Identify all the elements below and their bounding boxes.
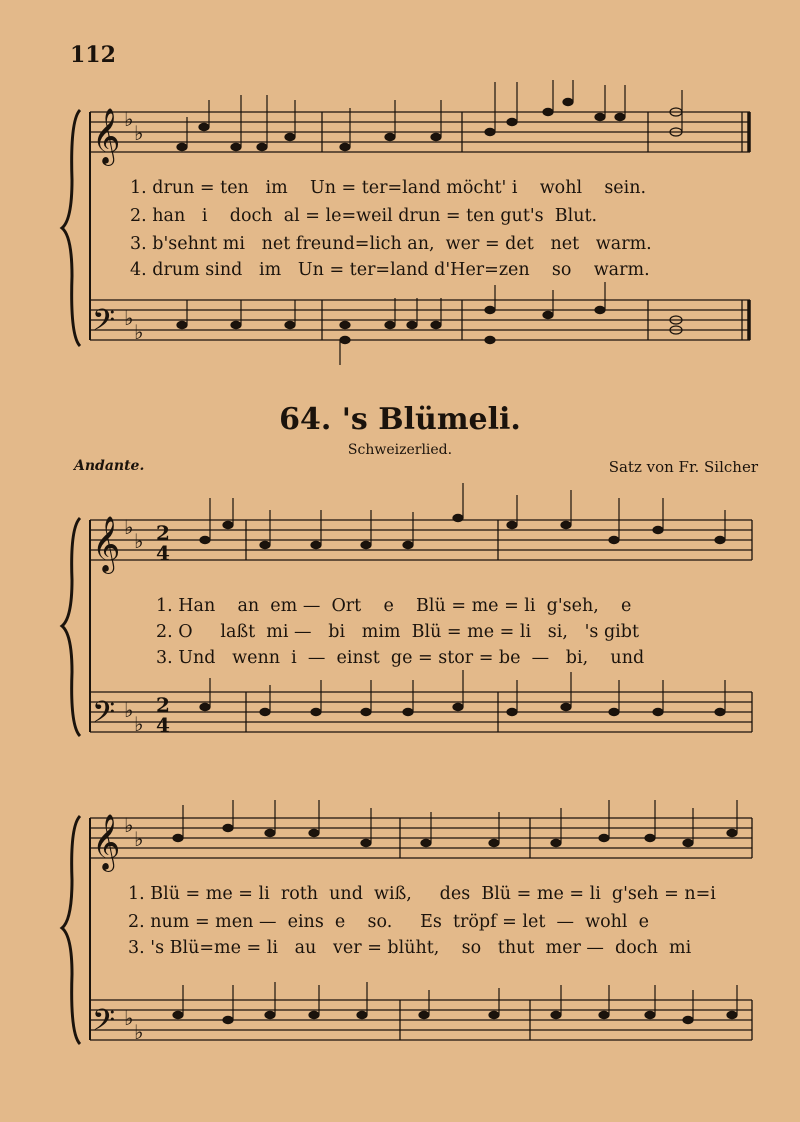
arranger-credit: Satz von Fr. Silcher	[608, 458, 758, 476]
system1-lyric-verse-4: 4. drum sind im Un = ter=land d'Her=zen so warm.	[130, 260, 650, 280]
system1-treble-notes	[177, 80, 682, 151]
svg-text:♭: ♭	[124, 306, 134, 330]
system1-lyric-verse-3: 3. b'sehnt mi net freund=lich an, wer = det net warm.	[130, 234, 652, 254]
tempo-marking: Andante.	[74, 458, 145, 474]
page-number: 112	[70, 42, 116, 68]
system2-lyric-verse-2: 2. O laßt mi — bi mim Blü = me = li si, 's gibt	[156, 622, 639, 642]
system1-lyric-verse-1: 1. drun = ten im Un = ter=land möcht' i wohl sein.	[130, 178, 647, 198]
system1-bass-notes	[177, 282, 682, 365]
system2-lyric-verse-3: 3. Und wenn i — einst ge = stor = be — bi, und	[156, 648, 645, 668]
svg-text:𝄞: 𝄞	[92, 814, 121, 870]
svg-text:𝄞: 𝄞	[92, 516, 121, 572]
svg-text:𝄢: 𝄢	[92, 696, 116, 737]
svg-text:♭: ♭	[134, 1020, 144, 1044]
svg-text:𝄞: 𝄞	[92, 108, 121, 164]
svg-text:𝄢: 𝄢	[92, 1004, 116, 1045]
system3-lyric-verse-2: 2. num = men — eins e so. Es tröpf = let — wohl e	[128, 912, 650, 932]
svg-text:4: 4	[156, 541, 170, 565]
system1-bass-staff	[90, 300, 750, 340]
system3-treble-notes	[173, 800, 737, 847]
svg-text:2: 2	[156, 521, 170, 545]
song-title: 64. 's Blümeli.	[279, 402, 521, 437]
svg-text:♭: ♭	[134, 712, 144, 736]
system3-lyric-verse-1: 1. Blü = me = li roth und wiß, des Blü = me = li g'seh = n=i	[128, 884, 716, 904]
system3-bass-staff	[90, 1000, 752, 1040]
svg-text:4: 4	[156, 713, 170, 737]
song-subtitle: Schweizerlied.	[347, 442, 453, 458]
system1-lyric-verse-2: 2. han i doch al = le=weil drun = ten gut's Blut.	[130, 206, 598, 226]
svg-text:♭: ♭	[124, 698, 134, 722]
svg-text:♭: ♭	[124, 813, 134, 837]
svg-text:♭: ♭	[124, 107, 134, 131]
system3-bass-notes	[173, 982, 737, 1024]
svg-text:♭: ♭	[124, 515, 134, 539]
system2-bass-notes	[200, 670, 725, 716]
svg-text:𝄢: 𝄢	[92, 304, 116, 345]
system2-lyric-verse-1: 1. Han an em — Ort e Blü = me = li g'seh, e	[156, 596, 632, 616]
svg-text:♭: ♭	[134, 320, 144, 344]
svg-text:2: 2	[156, 693, 170, 717]
system2-treble-staff	[90, 520, 752, 560]
svg-text:♭: ♭	[134, 827, 144, 851]
svg-text:♭: ♭	[134, 529, 144, 553]
system1-treble-staff	[90, 112, 750, 152]
system2-treble-notes	[200, 483, 725, 549]
system3-lyric-verse-3: 3. 's Blü=me = li au ver = blüht, so thut mer — doch mi	[128, 938, 692, 958]
svg-text:♭: ♭	[124, 1006, 134, 1030]
svg-text:♭: ♭	[134, 121, 144, 145]
